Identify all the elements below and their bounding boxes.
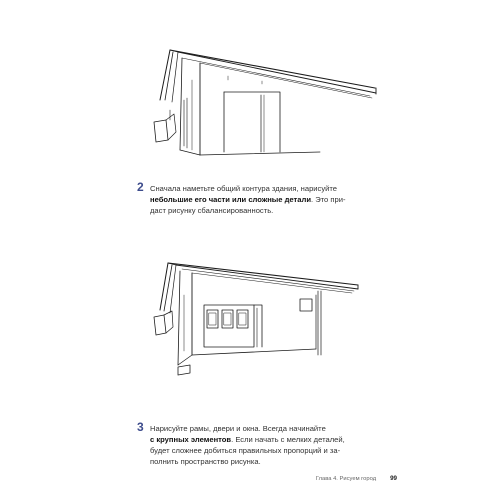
- step-3-line-3: будет сложнее добиться правильных пропорций и за-: [150, 446, 341, 455]
- building-sketch-outline: [140, 40, 390, 175]
- step-3-line-2: . Если начать с мелких деталей,: [231, 435, 345, 444]
- step-3-number: 3: [137, 420, 144, 434]
- step-2-caption: [137, 180, 368, 216]
- building-sketch-windows: [140, 255, 390, 390]
- step-3-line-1: Нарисуйте рамы, двери и окна. Всегда начинайте: [150, 424, 326, 433]
- step-3-line-4: полнить пространство рисунка.: [150, 457, 261, 466]
- step-3-caption: [137, 420, 368, 467]
- chapter-title: Глава 4. Рисуем город: [315, 476, 377, 482]
- step-2-line-1: Сначала наметьте общий контура здания, нарисуйте: [150, 184, 337, 193]
- step-2-bold: небольшие его части или сложные детали: [150, 195, 311, 204]
- step-3-bold: с крупных элементов: [150, 435, 232, 444]
- page-number: 99: [390, 475, 397, 482]
- page-footer: [316, 475, 397, 482]
- step-2-line-2: . Это при-: [310, 195, 346, 204]
- step-2-number: 2: [137, 180, 144, 194]
- step-2-line-3: даст рисунку сбалансированность.: [150, 206, 274, 215]
